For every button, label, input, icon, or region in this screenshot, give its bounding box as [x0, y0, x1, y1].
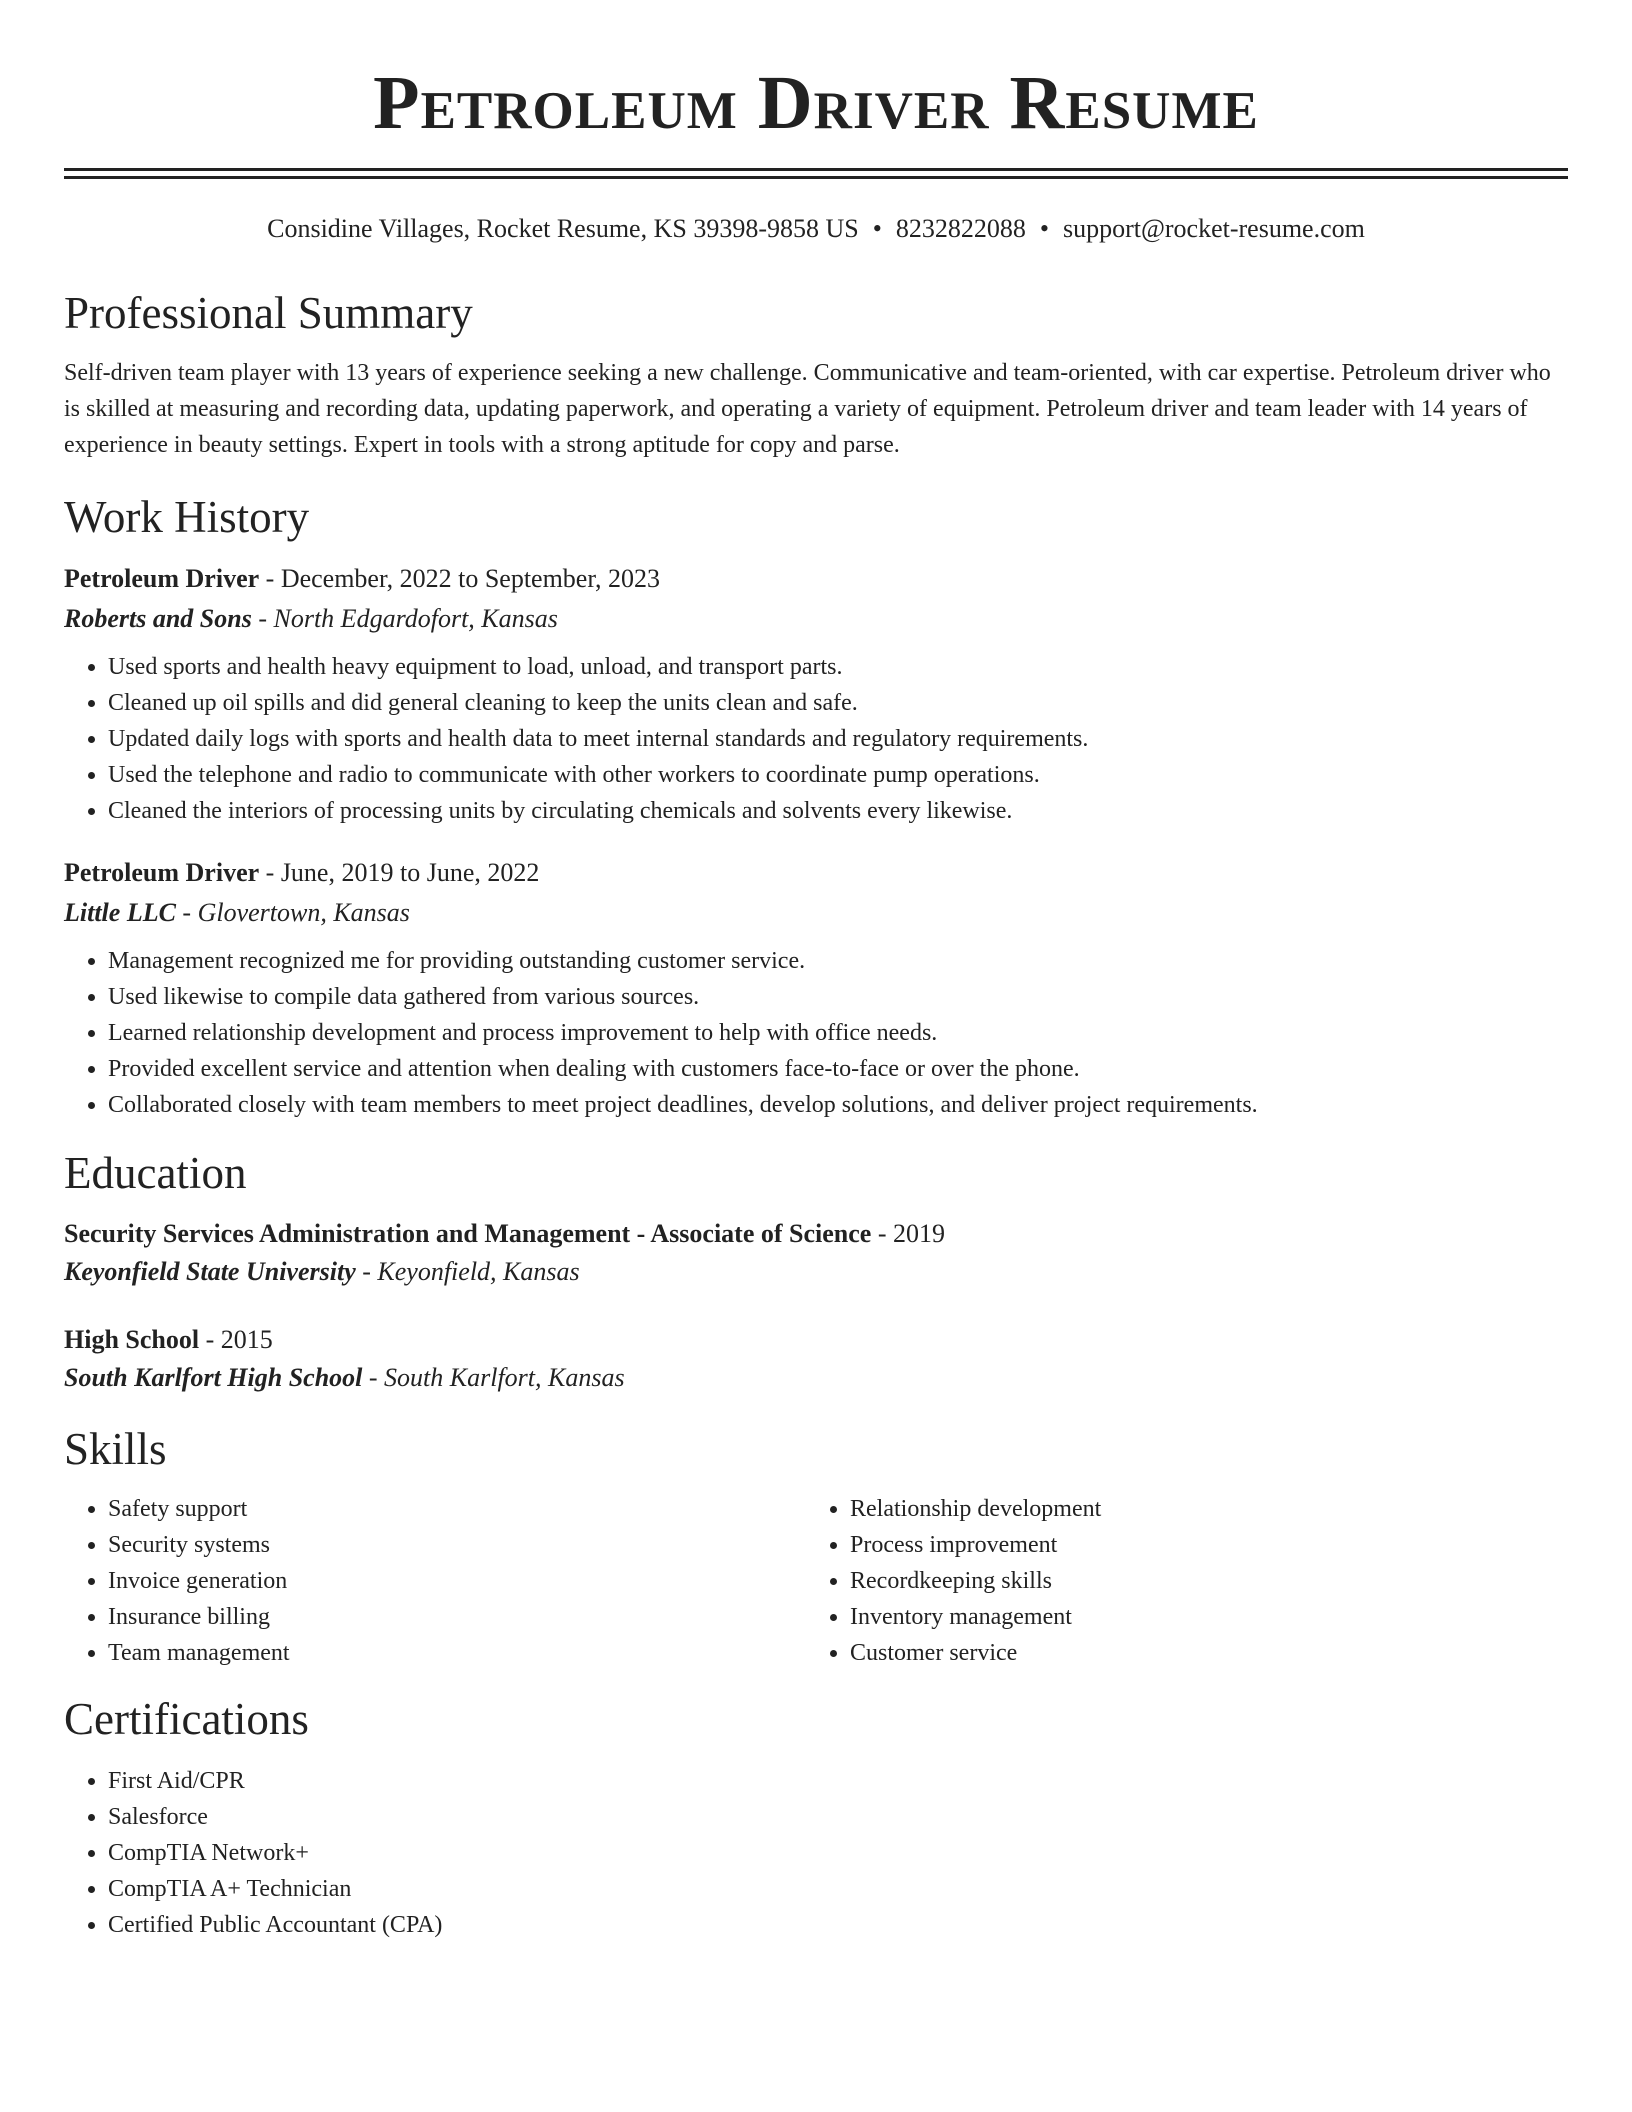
- education-entry: [64, 1215, 1568, 1291]
- contact-line: [64, 213, 1568, 245]
- degree-name: High School: [64, 1325, 200, 1354]
- summary-text: Self-driven team player with 13 years of experience seeking a new challenge. Communicative and team-oriented, with car expertise. Petroleum driver who is skilled at measuring and recording data, updating paperwork, and operating a variety of equipment. Petroleum driver and team leader with 14 years of experience in beauty settings. Expert in tools with a strong aptitude for copy and parse.: [64, 360, 1551, 458]
- skills-list-right: [806, 1491, 1548, 1671]
- certifications-list: [64, 1763, 1568, 1943]
- employer-location: - North Edgardofort, Kansas: [251, 604, 558, 633]
- school-name: Keyonfield State University: [64, 1257, 356, 1286]
- skills-list-left: [64, 1491, 806, 1671]
- school-name: South Karlfort High School: [64, 1363, 363, 1392]
- job-duty: • Provided excellent service and attention when dealing with customers face-to-face or over the phone.: [108, 1051, 1568, 1087]
- certification-item: • CompTIA Network+: [108, 1835, 1568, 1871]
- degree-line: [64, 1215, 1568, 1253]
- skill-item: • Process improvement: [850, 1527, 1548, 1563]
- job-dates: - December, 2022 to September, 2023: [259, 564, 660, 593]
- skill-item: • Inventory management: [850, 1599, 1548, 1635]
- education-section: [64, 1145, 1568, 1397]
- degree-line: [64, 1321, 1568, 1359]
- job-entry: [64, 853, 1568, 1123]
- certification-item: • Certified Public Accountant (CPA): [108, 1907, 1568, 1943]
- employer-line: [64, 599, 1568, 639]
- job-duties-list: [64, 943, 1568, 1123]
- job-duty: • Updated daily logs with sports and health data to meet internal standards and regulatory requirements.: [108, 721, 1568, 757]
- title-double-rule: [64, 168, 1568, 179]
- school-line: [64, 1359, 1568, 1397]
- skill-item: • Insurance billing: [108, 1599, 806, 1635]
- skills-heading: Skills: [64, 1424, 167, 1474]
- employer-name: Roberts and Sons: [64, 604, 252, 633]
- summary-section: [64, 285, 1568, 463]
- skills-columns: [64, 1491, 1568, 1671]
- employer-location: - Glovertown, Kansas: [175, 898, 410, 927]
- job-title: Petroleum Driver: [64, 564, 260, 593]
- certification-item: • CompTIA A+ Technician: [108, 1871, 1568, 1907]
- contact-separator: •: [872, 214, 882, 243]
- job-title-line: [64, 853, 1568, 893]
- job-duties-list: [64, 649, 1568, 829]
- job-duty: • Management recognized me for providing outstanding customer service.: [108, 943, 1568, 979]
- contact-email: support@rocket-resume.com: [1062, 214, 1365, 243]
- graduation-year: - 2015: [199, 1325, 273, 1354]
- education-heading: Education: [64, 1148, 247, 1198]
- job-duty: • Learned relationship development and process improvement to help with office needs.: [108, 1015, 1568, 1051]
- skill-item: • Safety support: [108, 1491, 806, 1527]
- skills-section: [64, 1421, 1568, 1671]
- school-location: - South Karlfort, Kansas: [362, 1363, 625, 1392]
- job-duty: • Cleaned the interiors of processing units by circulating chemicals and solvents every likewise.: [108, 793, 1568, 829]
- skill-item: • Security systems: [108, 1527, 806, 1563]
- contact-separator: •: [1039, 214, 1049, 243]
- school-location: - Keyonfield, Kansas: [355, 1257, 580, 1286]
- skill-item: • Invoice generation: [108, 1563, 806, 1599]
- job-duty: • Cleaned up oil spills and did general cleaning to keep the units clean and safe.: [108, 685, 1568, 721]
- summary-heading: Professional Summary: [64, 288, 473, 338]
- skill-item: • Team management: [108, 1635, 806, 1671]
- resume-title: Petroleum Driver Resume: [373, 61, 1259, 145]
- degree-name: Security Services Administration and Management - Associate of Science: [64, 1219, 872, 1248]
- skill-item: • Recordkeeping skills: [850, 1563, 1548, 1599]
- job-duty: • Used sports and health heavy equipment to load, unload, and transport parts.: [108, 649, 1568, 685]
- job-duty: • Used likewise to compile data gathered from various sources.: [108, 979, 1568, 1015]
- job-duty: • Used the telephone and radio to communicate with other workers to coordinate pump operations.: [108, 757, 1568, 793]
- work-history-heading: Work History: [64, 492, 310, 542]
- work-history-section: [64, 489, 1568, 1123]
- job-title: Petroleum Driver: [64, 858, 260, 887]
- skill-item: • Customer service: [850, 1635, 1548, 1671]
- certifications-heading: Certifications: [64, 1694, 309, 1744]
- contact-phone: 8232822088: [895, 214, 1026, 243]
- job-entry: [64, 559, 1568, 829]
- contact-address: Considine Villages, Rocket Resume, KS 39398-9858 US: [267, 214, 859, 243]
- skill-item: • Relationship development: [850, 1491, 1548, 1527]
- job-duty: • Collaborated closely with team members to meet project deadlines, develop solutions, and deliver project requirements.: [108, 1087, 1568, 1123]
- education-entry: [64, 1321, 1568, 1397]
- employer-line: [64, 893, 1568, 933]
- job-title-line: [64, 559, 1568, 599]
- graduation-year: - 2019: [871, 1219, 946, 1248]
- certification-item: • First Aid/CPR: [108, 1763, 1568, 1799]
- certifications-section: [64, 1691, 1568, 1943]
- certification-item: • Salesforce: [108, 1799, 1568, 1835]
- employer-name: Little LLC: [64, 898, 176, 927]
- job-dates: - June, 2019 to June, 2022: [259, 858, 540, 887]
- school-line: [64, 1253, 1568, 1291]
